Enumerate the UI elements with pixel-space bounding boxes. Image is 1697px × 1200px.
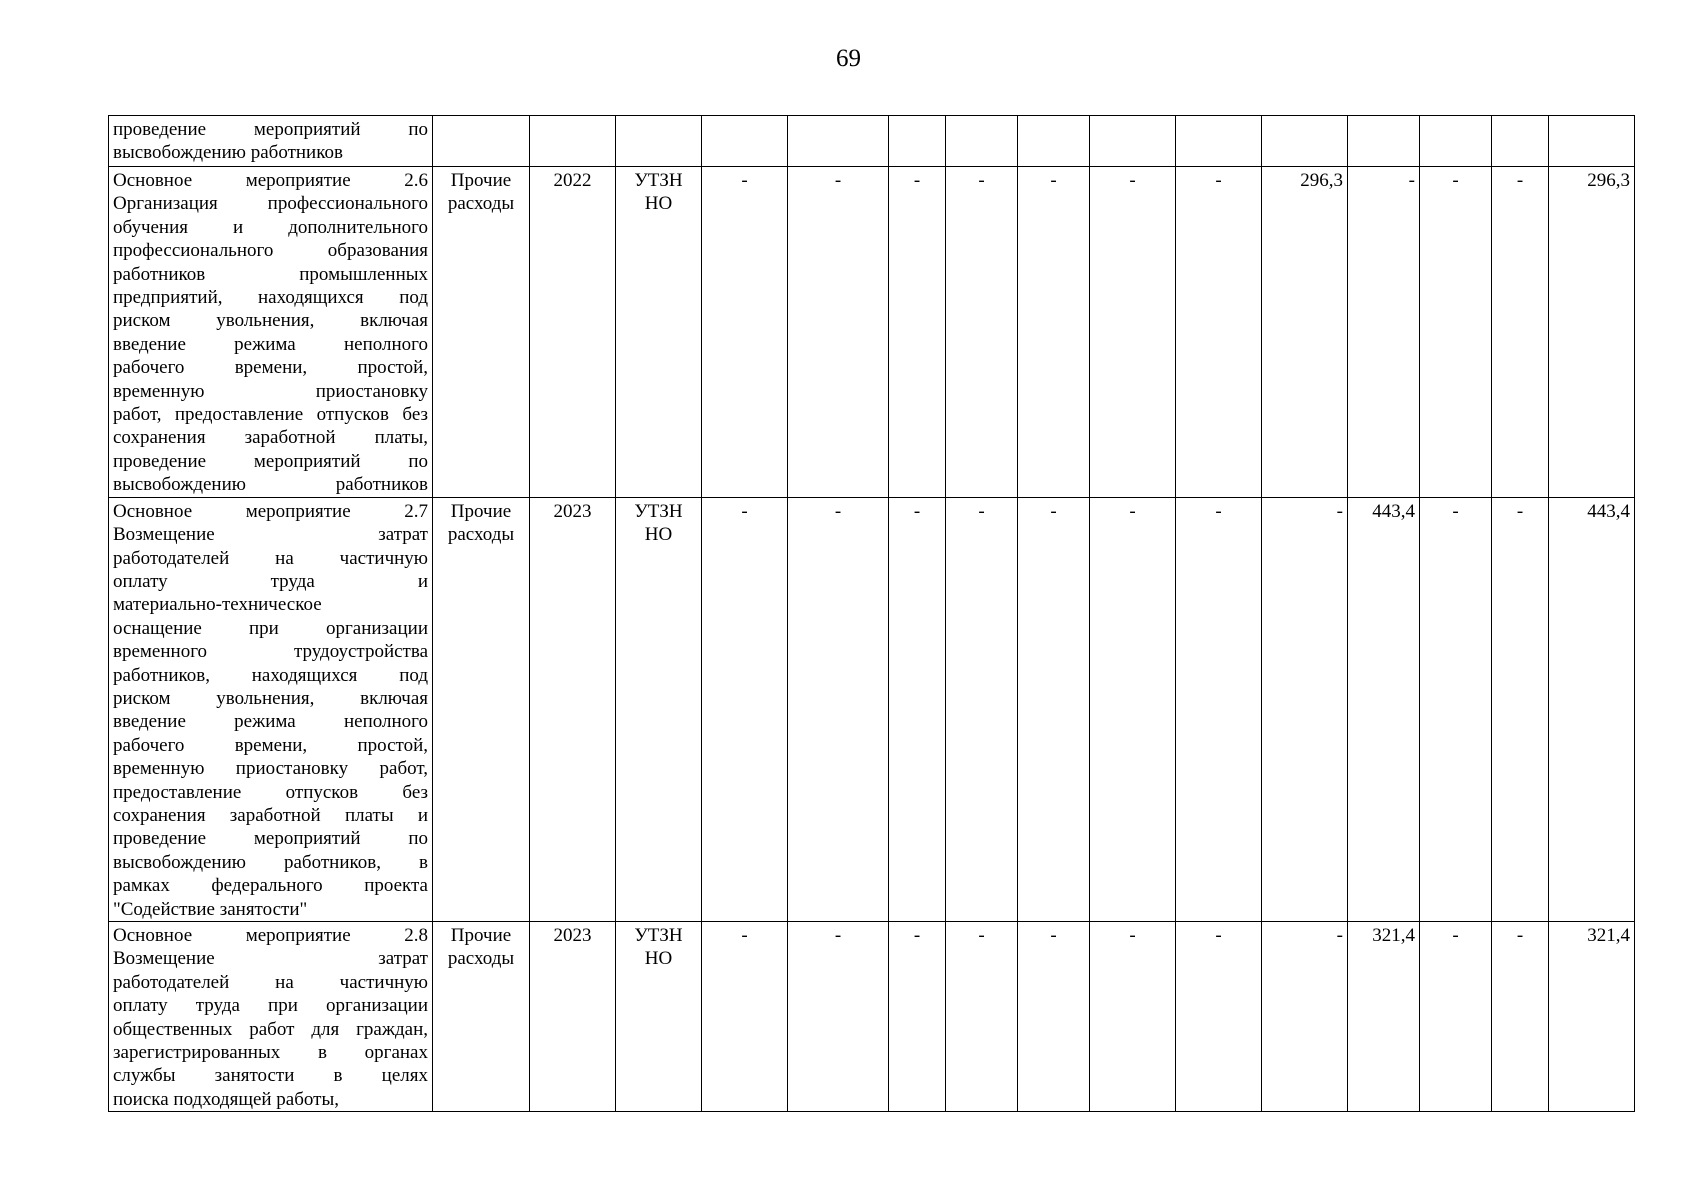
expense-type-cell: Прочие расходы — [433, 922, 530, 1112]
value-cell: - — [788, 167, 889, 498]
value-cell: - — [1176, 167, 1262, 498]
value-cell — [1262, 116, 1348, 167]
executor-cell: УТЗН НО — [616, 497, 702, 921]
value-cell: - — [1420, 497, 1492, 921]
description-line: обучения и дополнительного — [113, 216, 428, 238]
value-cell: - — [1176, 497, 1262, 921]
executor-cell: УТЗН НО — [616, 922, 702, 1112]
description-line: высвобождению работников, в — [113, 851, 428, 873]
description-line: "Содействие занятости" — [113, 898, 308, 920]
value-cell: - — [1090, 167, 1176, 498]
executor-cell: УТЗН НО — [616, 167, 702, 498]
measure-description-cell — [109, 497, 433, 921]
value-cell: - — [1262, 922, 1348, 1112]
value-cell: - — [1348, 167, 1420, 498]
year-cell: 2023 — [530, 922, 616, 1112]
description-line: Основное мероприятие 2.6 — [113, 170, 428, 191]
description-line: поиска подходящей работы, — [113, 1088, 339, 1110]
description-line: проведение мероприятий по — [113, 828, 428, 850]
description-line: работодателей на частичную — [113, 547, 428, 569]
value-cell: - — [1420, 922, 1492, 1112]
description-line: высвобождению работников — [113, 142, 343, 164]
table-row — [109, 497, 1635, 921]
value-cell: - — [702, 922, 788, 1112]
description-line: оснащение при организации — [113, 617, 428, 639]
description-line: работ, предоставление отпусков без — [113, 404, 428, 426]
description-line: зарегистрированных в органах — [113, 1042, 428, 1064]
measure-description-cell — [109, 116, 433, 167]
description-line: предоставление отпусков без — [113, 781, 428, 803]
value-cell — [889, 116, 946, 167]
description-line: рамках федерального проекта — [113, 875, 428, 897]
description-line: оплату труда при организации — [113, 995, 428, 1017]
description-line: работодателей на частичную — [113, 971, 428, 993]
description-line: Возмещение затрат — [113, 524, 428, 546]
description-line: материально-техническое — [113, 594, 322, 616]
value-cell: - — [946, 922, 1018, 1112]
description-line: высвобождению работников — [113, 474, 428, 496]
value-cell: 296,3 — [1549, 167, 1635, 498]
value-cell — [1090, 116, 1176, 167]
value-cell: - — [1176, 922, 1262, 1112]
value-cell: - — [1090, 497, 1176, 921]
year-cell: 2022 — [530, 167, 616, 498]
description-line: Основное мероприятие 2.8 — [113, 925, 428, 946]
value-cell: - — [889, 922, 946, 1112]
value-cell: - — [1018, 497, 1090, 921]
description-line: введение режима неполного — [113, 333, 428, 355]
description-line: Организация профессионального — [113, 193, 428, 215]
value-cell: 443,4 — [1549, 497, 1635, 921]
description-line: проведение мероприятий по — [113, 119, 428, 140]
year-cell — [530, 116, 616, 167]
value-cell — [1549, 116, 1635, 167]
value-cell: - — [702, 497, 788, 921]
value-cell: - — [702, 167, 788, 498]
measure-description-cell — [109, 922, 433, 1112]
expense-type-cell — [433, 116, 530, 167]
description-line: введение режима неполного — [113, 711, 428, 733]
table-row — [109, 116, 1635, 167]
table-body — [109, 116, 1635, 1112]
value-cell: 443,4 — [1348, 497, 1420, 921]
year-cell: 2023 — [530, 497, 616, 921]
value-cell: - — [1492, 922, 1549, 1112]
description-line: временного трудоустройства — [113, 641, 428, 663]
value-cell — [946, 116, 1018, 167]
page-number: 69 — [836, 45, 861, 72]
description-line: профессионального образования — [113, 240, 428, 262]
description-line: Основное мероприятие 2.7 — [113, 500, 428, 522]
value-cell: - — [1492, 497, 1549, 921]
description-line: работников, находящихся под — [113, 664, 428, 686]
description-line: проведение мероприятий по — [113, 450, 428, 472]
value-cell: - — [788, 497, 889, 921]
description-line: оплату труда и — [113, 570, 428, 592]
table-row — [109, 922, 1635, 1112]
value-cell: - — [1090, 922, 1176, 1112]
value-cell — [1420, 116, 1492, 167]
measure-description-cell — [109, 167, 433, 498]
description-line: риском увольнения, включая — [113, 687, 428, 709]
description-line: сохранения заработной платы, — [113, 427, 428, 449]
description-line: Возмещение затрат — [113, 948, 428, 970]
description-line: службы занятости в целях — [113, 1065, 428, 1087]
expense-type-cell: Прочие расходы — [433, 497, 530, 921]
description-line: рабочего времени, простой, — [113, 357, 428, 379]
value-cell: 321,4 — [1549, 922, 1635, 1112]
description-line: сохранения заработной платы и — [113, 804, 428, 826]
value-cell: - — [946, 497, 1018, 921]
expense-type-cell: Прочие расходы — [433, 167, 530, 498]
table-row — [109, 167, 1635, 498]
value-cell: - — [1018, 167, 1090, 498]
value-cell: 296,3 — [1262, 167, 1348, 498]
value-cell: - — [1492, 167, 1549, 498]
value-cell: - — [788, 922, 889, 1112]
value-cell — [702, 116, 788, 167]
value-cell: - — [1420, 167, 1492, 498]
value-cell: - — [889, 497, 946, 921]
description-line: предприятий, находящихся под — [113, 287, 428, 309]
value-cell — [1018, 116, 1090, 167]
value-cell: - — [1018, 922, 1090, 1112]
value-cell: - — [889, 167, 946, 498]
value-cell — [1492, 116, 1549, 167]
description-line: временную приостановку работ, — [113, 758, 428, 780]
value-cell: 321,4 — [1348, 922, 1420, 1112]
description-line: временную приостановку — [113, 380, 428, 402]
value-cell: - — [946, 167, 1018, 498]
description-line: работников промышленных — [113, 263, 428, 285]
budget-table — [108, 115, 1635, 1112]
value-cell — [788, 116, 889, 167]
description-line: риском увольнения, включая — [113, 310, 428, 332]
description-line: рабочего времени, простой, — [113, 734, 428, 756]
value-cell: - — [1262, 497, 1348, 921]
value-cell — [1348, 116, 1420, 167]
value-cell — [1176, 116, 1262, 167]
description-line: общественных работ для граждан, — [113, 1018, 428, 1040]
executor-cell — [616, 116, 702, 167]
